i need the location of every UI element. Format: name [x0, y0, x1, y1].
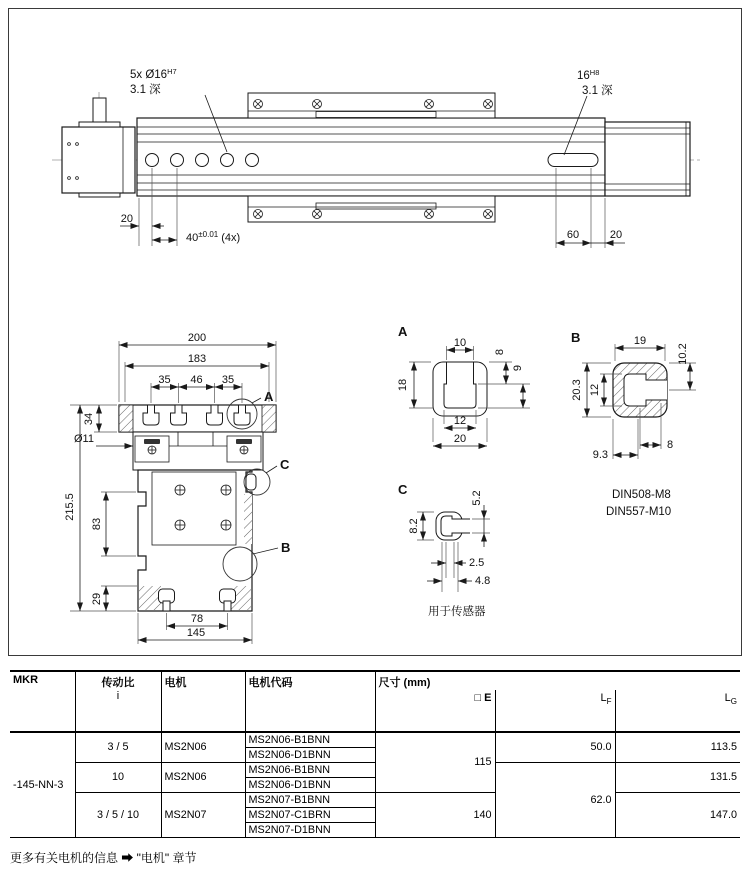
slot-callout-label: $16^{H8}$: [577, 68, 600, 82]
din-note-line2: DIN557-M10: [606, 506, 672, 518]
detail-b: [571, 330, 696, 461]
cell-motor-code: MS2N06-D1BNN: [245, 777, 375, 792]
dim-46: 46: [190, 374, 203, 386]
col-header-lg: $L_G$: [615, 690, 740, 732]
detail-a-dim-12: 12: [453, 415, 467, 427]
detail-b-dim-8: 8: [667, 439, 674, 451]
cell-motor: MS2N07: [161, 792, 245, 837]
cell-motor-code: MS2N06-B1BNN: [245, 762, 375, 777]
hole-callout-depth: 3.1 深: [130, 84, 161, 96]
cell-e: 140: [375, 792, 495, 837]
detail-a: [397, 324, 530, 446]
carriage-plate-top: [248, 93, 495, 118]
cell-motor-code: MS2N06-B1BNN: [245, 732, 375, 747]
detail-a-dim-10: 10: [453, 337, 467, 349]
detail-a-dim-18: 18: [397, 378, 409, 392]
technical-drawing: [9, 9, 741, 655]
col-header-motor-code: 电机代码: [245, 671, 375, 732]
cell-lg: 131.5: [615, 762, 740, 792]
detail-a-label: A: [398, 324, 408, 339]
cell-lg: 147.0: [709, 808, 737, 821]
footer-note: 更多有关电机的信息 ➡ "电机" 章节: [10, 851, 197, 865]
spec-table: [10, 670, 740, 838]
dim-20-right: 20: [609, 229, 623, 241]
dim-215-5: 215.5: [64, 493, 76, 521]
cell-motor-code: MS2N07-C1BRN: [245, 807, 375, 822]
col-header-lf: $L_F$: [495, 690, 615, 732]
dim-60: 60: [566, 229, 580, 241]
col-header-dims: 尺寸 (mm): [378, 677, 431, 689]
top-view: [52, 67, 703, 248]
detail-a-dim-9: 9: [512, 364, 524, 372]
cell-motor-code: MS2N07-D1BNN: [245, 822, 375, 837]
table-row: [10, 732, 740, 747]
cell-lf: 62.0: [495, 762, 615, 837]
cell-motor: MS2N06: [161, 762, 245, 792]
end-slot: [548, 154, 598, 167]
din-note: [606, 489, 671, 518]
cell-ratio: 3 / 5: [75, 732, 161, 762]
detail-b-dim-10-2: 10.2: [677, 343, 689, 365]
din-note-line1: DIN508-M8: [612, 489, 671, 501]
sensor-slot: [246, 474, 256, 490]
dim-29: 29: [91, 592, 103, 606]
cell-lf: 50.0: [495, 732, 615, 762]
sensor-note: 用于传感器: [428, 606, 486, 618]
detail-b-dim-9-3: 9.3: [592, 449, 608, 461]
dim-145: 145: [186, 627, 206, 639]
dim-d11: Ø11: [74, 433, 94, 445]
detail-b-label: B: [571, 330, 581, 345]
cell-ratio: 3 / 5 / 10: [75, 792, 161, 837]
dim-35a: 35: [158, 374, 171, 386]
section-view: [64, 332, 290, 644]
carriage-plate-bottom: [248, 196, 495, 222]
col-header-mkr: MKR: [10, 671, 75, 732]
dim-20-left: 20: [120, 213, 133, 225]
callout-a: A: [264, 389, 274, 404]
detail-c-dim-2-5: 2.5: [469, 557, 485, 569]
dim-78: 78: [190, 613, 204, 625]
detail-c-dim-8-2: 8.2: [408, 518, 420, 534]
cell-motor-code: MS2N07-B1BNN: [245, 792, 375, 807]
detail-c-label: C: [398, 482, 408, 497]
dim-83: 83: [91, 517, 103, 531]
col-header-ratio: 传动比 i: [75, 671, 161, 732]
carriage-saddle: [133, 432, 263, 470]
cell-model: -145-NN-3: [10, 732, 75, 837]
col-header-motor: 电机: [161, 671, 245, 732]
col-header-e: □ E: [375, 690, 495, 732]
detail-a-dim-8: 8: [494, 348, 506, 356]
detail-c-dim-5-2: 5.2: [471, 490, 483, 506]
table-row: [10, 792, 740, 807]
end-block: [605, 122, 690, 196]
detail-b-dim-20-3: 20.3: [571, 379, 583, 401]
dim-35b: 35: [221, 374, 235, 386]
callout-c: C: [280, 457, 290, 472]
slot-callout-depth: 3.1 深: [582, 85, 613, 97]
drawing-frame: [8, 8, 742, 656]
callout-b: B: [281, 540, 291, 555]
dim-200: 200: [187, 332, 207, 344]
cell-ratio: 10: [75, 762, 161, 792]
cell-e: 115: [375, 732, 495, 792]
dim-40: $40^{\pm 0.01}$ (4x): [186, 230, 241, 244]
detail-a-dim-20: 20: [453, 433, 467, 445]
dim-183: 183: [187, 353, 207, 365]
hole-callout-label: 5x $Ø16^{H7}$: [130, 67, 177, 81]
detail-c-dim-4-8: 4.8: [475, 575, 491, 587]
cell-motor: MS2N06: [161, 732, 245, 762]
dim-34: 34: [83, 412, 95, 426]
detail-b-dim-19: 19: [633, 335, 647, 347]
detail-b-dim-12: 12: [589, 383, 601, 397]
cell-motor-code: MS2N06-D1BNN: [245, 747, 375, 762]
detail-c: [398, 482, 490, 618]
cell-lg: 113.5: [615, 732, 740, 762]
